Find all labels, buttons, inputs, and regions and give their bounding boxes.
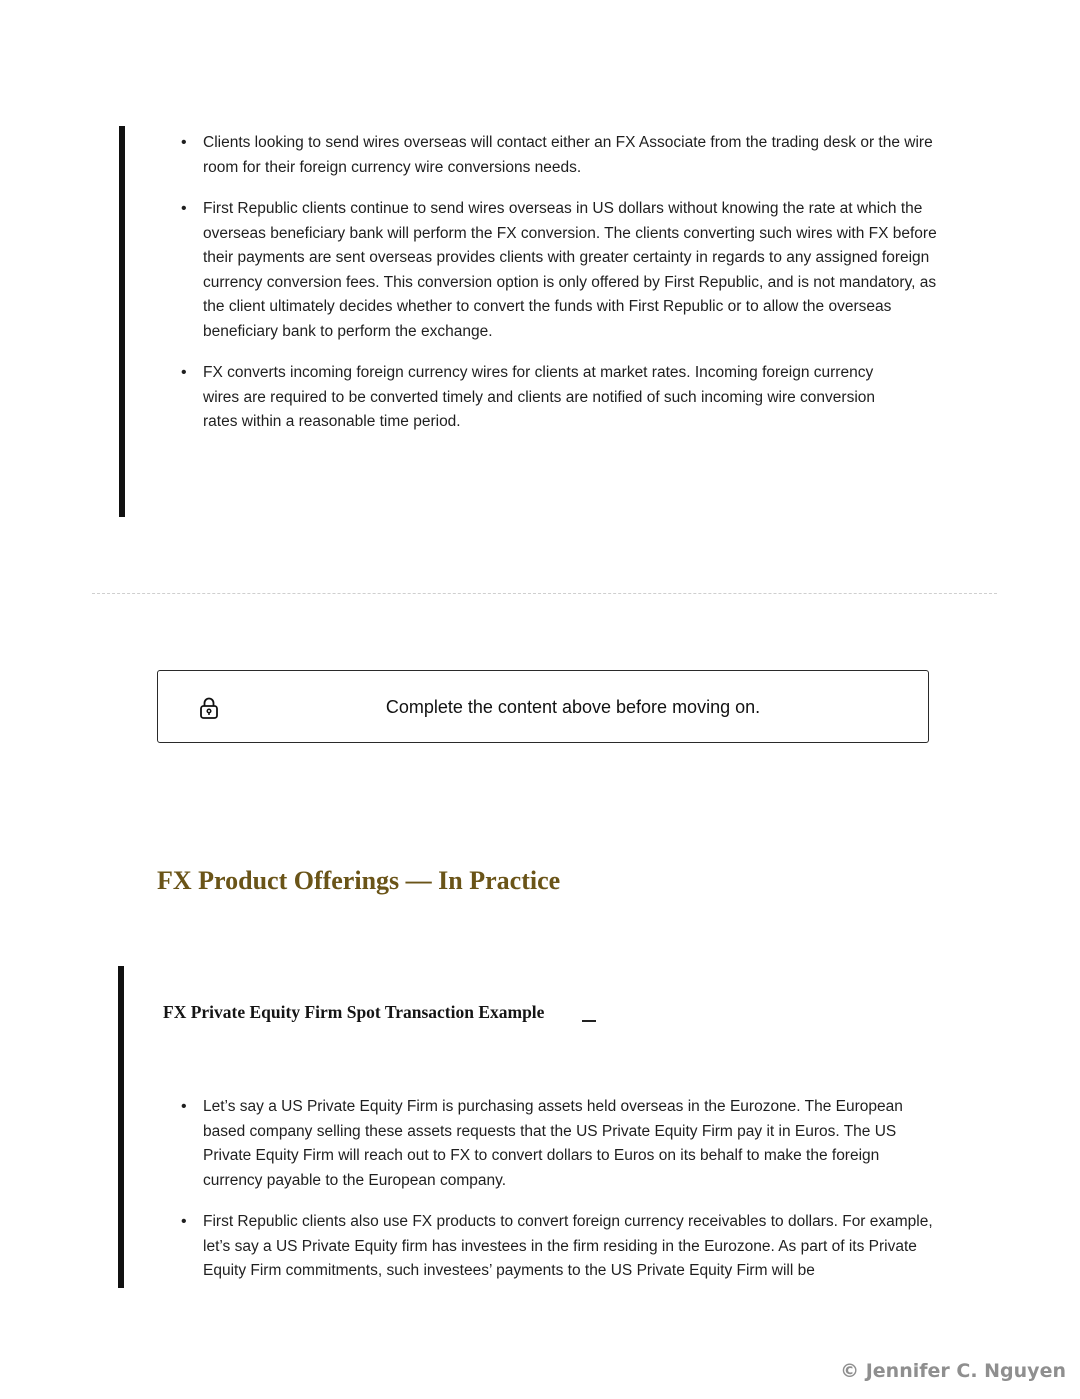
- top-bullet-list: [181, 131, 941, 452]
- lock-notice-text: Complete the content above before moving on.: [385, 697, 761, 717]
- example-bullet-list: [181, 1095, 941, 1301]
- accent-bar-top: [119, 126, 125, 517]
- section-divider: [92, 593, 997, 594]
- section-title: FX Product Offerings — In Practice: [157, 866, 561, 895]
- example-title: FX Private Equity Firm Spot Transaction Example: [163, 1002, 545, 1022]
- minus-icon: [582, 1020, 596, 1022]
- accent-bar-bottom: [118, 966, 124, 1288]
- collapse-button[interactable]: [578, 1012, 600, 1028]
- list-item: • First Republic clients continue to send wires overseas in US dollars without knowing the rate at which the overseas beneficiary bank will perform the FX conversion. The clients converting such wires with FX before their payments are sent overseas provides clients with greater certainty in regards to any assigned foreign currency conversion fees. This conversion option is only offered by First Republic, and is not mandatory, as the client ultimately decides whether to convert the funds with First Republic or to allow the overseas beneficiary bank to perform the exchange.: [181, 197, 941, 344]
- continue-lock-notice: [157, 670, 929, 743]
- list-item: • First Republic clients also use FX products to convert foreign currency receivables to dollars. For example, let’s say a US Private Equity firm has investees in the firm residing in the Eurozone. As part of its Private Equity Firm commitments, such investees’ payments to the US Private Equity Firm will be: [181, 1210, 941, 1284]
- watermark: © Jennifer C. Nguyen: [840, 1360, 1066, 1382]
- list-item: • Clients looking to send wires overseas will contact either an FX Associate from the trading desk or the wire room for their foreign currency wire conversions needs.: [181, 131, 941, 180]
- list-item: • Let’s say a US Private Equity Firm is purchasing assets held overseas in the Eurozone. The European based company selling these assets requests that the US Private Equity Firm pay it in Euros. The US Private Equity Firm will reach out to FX to convert dollars to Euros on its behalf to make the foreign currency payable to the European company.: [181, 1095, 941, 1193]
- list-item: • FX converts incoming foreign currency wires for clients at market rates. Incoming foreign currency wires are required to be converted timely and clients are notified of such incoming wire conversion rates within a reasonable time period.: [181, 361, 941, 435]
